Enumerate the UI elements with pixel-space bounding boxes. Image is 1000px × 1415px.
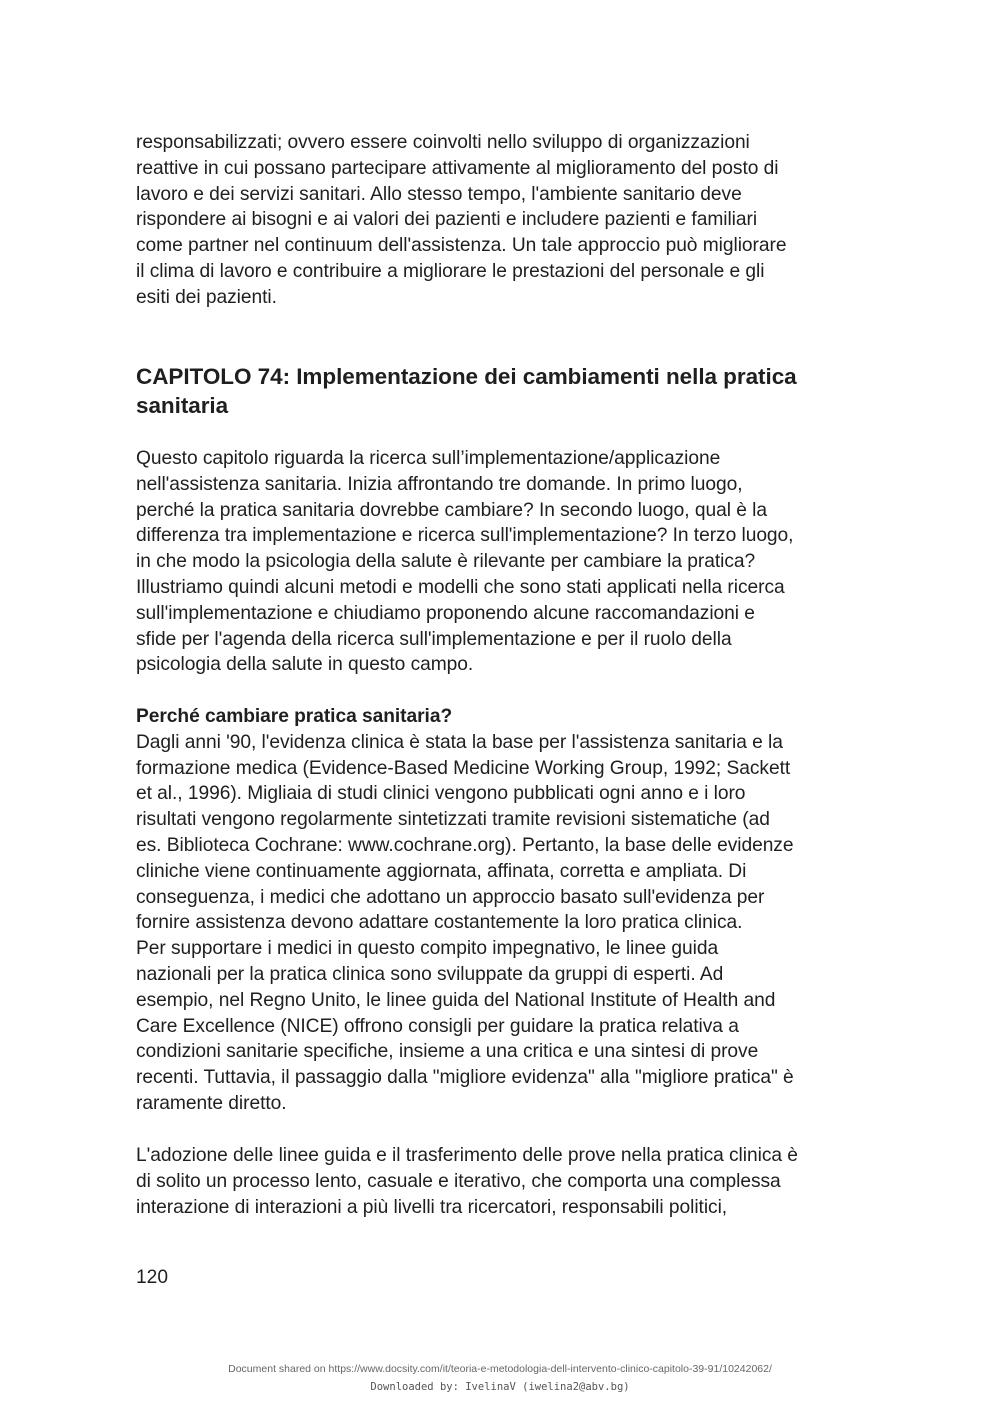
text-line: Questo capitolo riguarda la ricerca sull’implementazione/applicazione (136, 448, 721, 469)
text-line: Per supportare i medici in questo compito impegnativo, le linee guida (136, 938, 719, 960)
text-line: condizioni sanitarie specifiche, insieme a una critica e una sintesi di prove (136, 1041, 759, 1063)
text-line: esiti dei pazienti. (136, 286, 277, 308)
text-line: raramente diretto. (136, 1092, 287, 1114)
text-line: es. Biblioteca Cochrane: www.cochrane.org). Pertanto, la base delle evidenze (136, 834, 794, 856)
page-number: 120 (136, 1267, 169, 1288)
footer-shared-link[interactable]: Document shared on https://www.docsity.com/it/teoria-e-metodologia-dell-intervento-clinico-capitolo-39-91/10242062/ (228, 1363, 772, 1375)
text-line: formazione medica (Evidence-Based Medicine Working Group, 1992; Sackett (136, 757, 791, 779)
text-line: sfide per l'agenda della ricerca sull'implementazione e per il ruolo della (136, 628, 732, 650)
final-paragraph (136, 1143, 876, 1220)
text-line: il clima di lavoro e contribuire a migliorare le prestazioni del personale e gli (136, 260, 765, 282)
text-line: Dagli anni '90, l'evidenza clinica è stata la base per l'assistenza sanitaria e la (136, 731, 783, 753)
chapter-heading (136, 362, 876, 420)
text-line: risultati vengono regolarmente sintetizzati tramite revisioni sistematiche (ad (136, 809, 770, 831)
text-line: reattive in cui possano partecipare attivamente al miglioramento del posto di (136, 157, 779, 179)
text-line: nell'assistenza sanitaria. Inizia affrontando tre domande. In primo luogo, (136, 473, 743, 495)
section-why-change (136, 704, 876, 1117)
text-line: et al., 1996). Migliaia di studi clinici vengono pubblicati ogni anno e i loro (136, 783, 746, 805)
text-line: in che modo la psicologia della salute è rilevante per cambiare la pratica? (136, 551, 756, 573)
text-line: psicologia della salute in questo campo. (136, 654, 474, 676)
text-line: responsabilizzati; ovvero essere coinvolti nello sviluppo di organizzazioni (136, 132, 750, 153)
text-line: esempio, nel Regno Unito, le linee guida del National Institute of Health and (136, 989, 776, 1011)
text-line: fornire assistenza devono adattare costantemente la loro pratica clinica. (136, 912, 743, 934)
text-line: cliniche viene continuamente aggiornata, affinata, corretta e ampliata. Di (136, 860, 747, 882)
text-line: recenti. Tuttavia, il passaggio dalla "migliore evidenza" alla "migliore pratica" è (136, 1067, 794, 1089)
text-line: interazione di interazioni a più livelli tra ricercatori, responsabili politici, (136, 1196, 728, 1218)
heading-line: CAPITOLO 74: Implementazione dei cambiamenti nella pratica (136, 364, 797, 389)
text-line: Care Excellence (NICE) offrono consigli per guidare la pratica relativa a (136, 1015, 739, 1037)
text-line: conseguenza, i medici che adottano un approccio basato sull'evidenza per (136, 886, 765, 908)
intro-paragraph (136, 130, 876, 311)
heading-line: sanitaria (136, 393, 229, 418)
text-line: come partner nel continuum dell'assistenza. Un tale approccio può migliorare (136, 235, 787, 257)
text-line: lavoro e dei servizi sanitari. Allo stesso tempo, l'ambiente sanitario deve (136, 183, 742, 205)
section-heading: Perché cambiare pratica sanitaria? (136, 706, 453, 727)
text-line: nazionali per la pratica clinica sono sviluppate da gruppi di esperti. Ad (136, 963, 724, 985)
text-line: di solito un processo lento, casuale e iterativo, che comporta una complessa (136, 1170, 781, 1192)
footer-downloaded-by: Downloaded by: IvelinaV (iwelina2@abv.bg) (370, 1381, 630, 1393)
text-line: sull'implementazione e chiudiamo proponendo alcune raccomandazioni e (136, 602, 755, 624)
text-line: rispondere ai bisogni e ai valori dei pazienti e includere pazienti e familiari (136, 209, 758, 231)
text-line: Illustriamo quindi alcuni metodi e modelli che sono stati applicati nella ricerca (136, 576, 785, 598)
text-line: perché la pratica sanitaria dovrebbe cambiare? In secondo luogo, qual è la (136, 499, 767, 521)
chapter-intro-paragraph (136, 446, 876, 678)
text-line: L'adozione delle linee guida e il trasferimento delle prove nella pratica clinica è (136, 1145, 798, 1166)
text-line: differenza tra implementazione e ricerca sull'implementazione? In terzo luogo, (136, 525, 794, 547)
